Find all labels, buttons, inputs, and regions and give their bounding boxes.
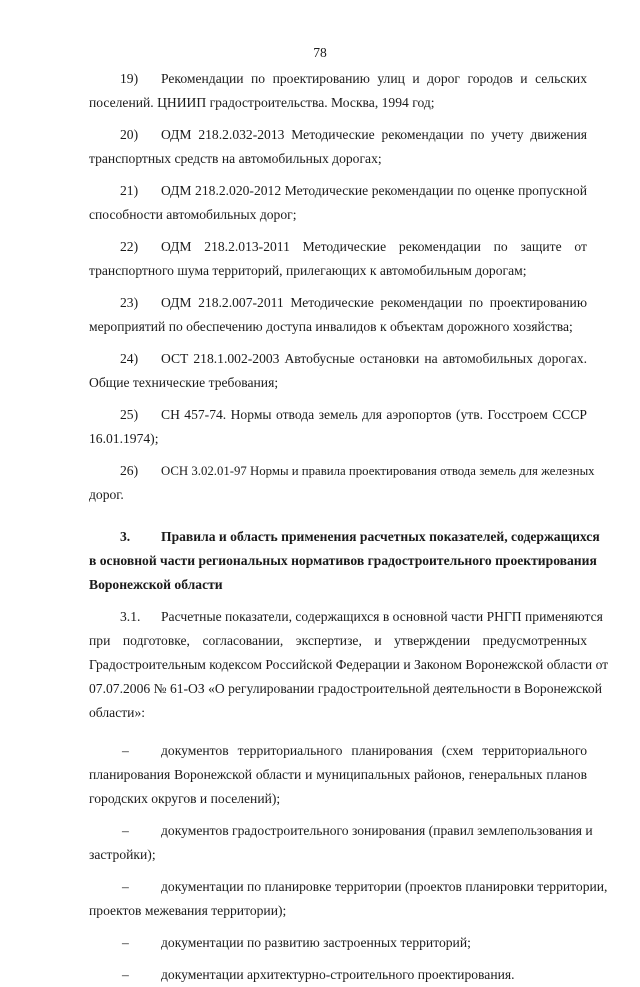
list-item-text-continued: планирования Воронежской области и муниципальных районов, генеральных планов: [89, 767, 587, 782]
section-title-continued: в основной части региональных нормативов градостроительного проектирования: [89, 553, 597, 568]
reference-number: 19): [120, 71, 139, 86]
reference-item-23: [89, 291, 587, 339]
list-item: [89, 963, 587, 987]
paragraph-number: 3.1.: [120, 609, 141, 624]
reference-item-19: [89, 67, 587, 115]
reference-text: ОДМ 218.2.013-2011 Методические рекомендации по защите от: [161, 239, 587, 254]
reference-text-continued: 16.01.1974);: [89, 431, 159, 446]
list-item: [89, 819, 593, 867]
list-item-text-continued: застройки);: [89, 847, 156, 862]
reference-text: ОДМ 218.2.007-2011 Методические рекомендации по проектированию: [161, 295, 587, 310]
list-item-text-continued: городских округов и поселений);: [89, 791, 281, 806]
list-item-text: документов территориального планирования (схем территориального: [161, 743, 587, 758]
list-item-text: документации по планировке территории (проектов планировки территории,: [161, 879, 608, 894]
list-item-text: документов градостроительного зонирования (правил землепользования и: [161, 823, 593, 838]
list-item-text: документации архитектурно-строительного проектирования.: [161, 967, 515, 982]
list-dash: –: [122, 879, 129, 894]
section-title: Правила и область применения расчетных показателей, содержащихся: [161, 529, 600, 544]
reference-item-26: [89, 459, 595, 507]
reference-text: ОСН 3.02.01-97 Нормы и правила проектирования отвода земель для железных: [161, 464, 595, 478]
document-body: [89, 67, 609, 987]
reference-number: 25): [120, 407, 139, 422]
paragraph-text-continued: области»:: [89, 705, 146, 720]
reference-item-25: [89, 403, 587, 451]
reference-number: 22): [120, 239, 139, 254]
section-number: 3.: [120, 529, 131, 544]
list-dash: –: [122, 823, 129, 838]
reference-text: Рекомендации по проектированию улиц и дорог городов и сельских: [161, 71, 587, 86]
reference-number: 21): [120, 183, 139, 198]
section-heading: [89, 525, 600, 597]
list-dash: –: [122, 935, 129, 950]
reference-text: ОДМ 218.2.020-2012 Методические рекомендации по оценке пропускной: [161, 183, 587, 198]
reference-number: 20): [120, 127, 139, 142]
page-number: 78: [313, 45, 327, 60]
reference-item-24: [89, 347, 587, 395]
reference-text-continued: мероприятий по обеспечению доступа инвалидов к объектам дорожного хозяйства;: [89, 319, 573, 334]
reference-item-20: [89, 123, 587, 171]
list-item: [89, 875, 608, 923]
reference-text-continued: дорог.: [89, 487, 124, 502]
paragraph-text-continued: 07.07.2006 № 61-ОЗ «О регулировании градостроительной деятельности в Воронежской: [89, 681, 602, 696]
list-item: [89, 739, 587, 811]
section-title-continued: Воронежской области: [89, 577, 223, 592]
list-item: [89, 931, 587, 955]
document-type-list: [89, 739, 608, 987]
list-dash: –: [122, 743, 129, 758]
reference-item-22: [89, 235, 587, 283]
paragraph-text-continued: при подготовке, согласовании, экспертизе, и утверждении предусмотренных: [89, 633, 587, 648]
reference-text-continued: способности автомобильных дорог;: [89, 207, 297, 222]
reference-number: 24): [120, 351, 139, 366]
reference-text-continued: транспортного шума территорий, прилегающих к автомобильным дорогам;: [89, 263, 527, 278]
reference-number: 23): [120, 295, 139, 310]
list-item-text-continued: проектов межевания территории);: [89, 903, 287, 918]
reference-text-continued: транспортных средств на автомобильных дорогах;: [89, 151, 382, 166]
reference-item-21: [89, 179, 587, 227]
reference-list: [89, 67, 595, 507]
list-item-text: документации по развитию застроенных территорий;: [161, 935, 471, 950]
reference-text: ОДМ 218.2.032-2013 Методические рекомендации по учету движения: [161, 127, 587, 142]
list-dash: –: [122, 967, 129, 982]
reference-text: ОСТ 218.1.002-2003 Автобусные остановки на автомобильных дорогах.: [161, 351, 587, 366]
reference-text-continued: поселений. ЦНИИП градостроительства. Москва, 1994 год;: [89, 95, 435, 110]
paragraph-3-1: [89, 605, 609, 725]
reference-text-continued: Общие технические требования;: [89, 375, 279, 390]
reference-number: 26): [120, 463, 139, 478]
reference-text: СН 457-74. Нормы отвода земель для аэропортов (утв. Госстроем СССР: [161, 407, 587, 422]
paragraph-text: Расчетные показатели, содержащихся в основной части РНГП применяются: [161, 609, 603, 624]
paragraph-text-continued: Градостроительным кодексом Российской Федерации и Законом Воронежской области от: [89, 657, 609, 672]
